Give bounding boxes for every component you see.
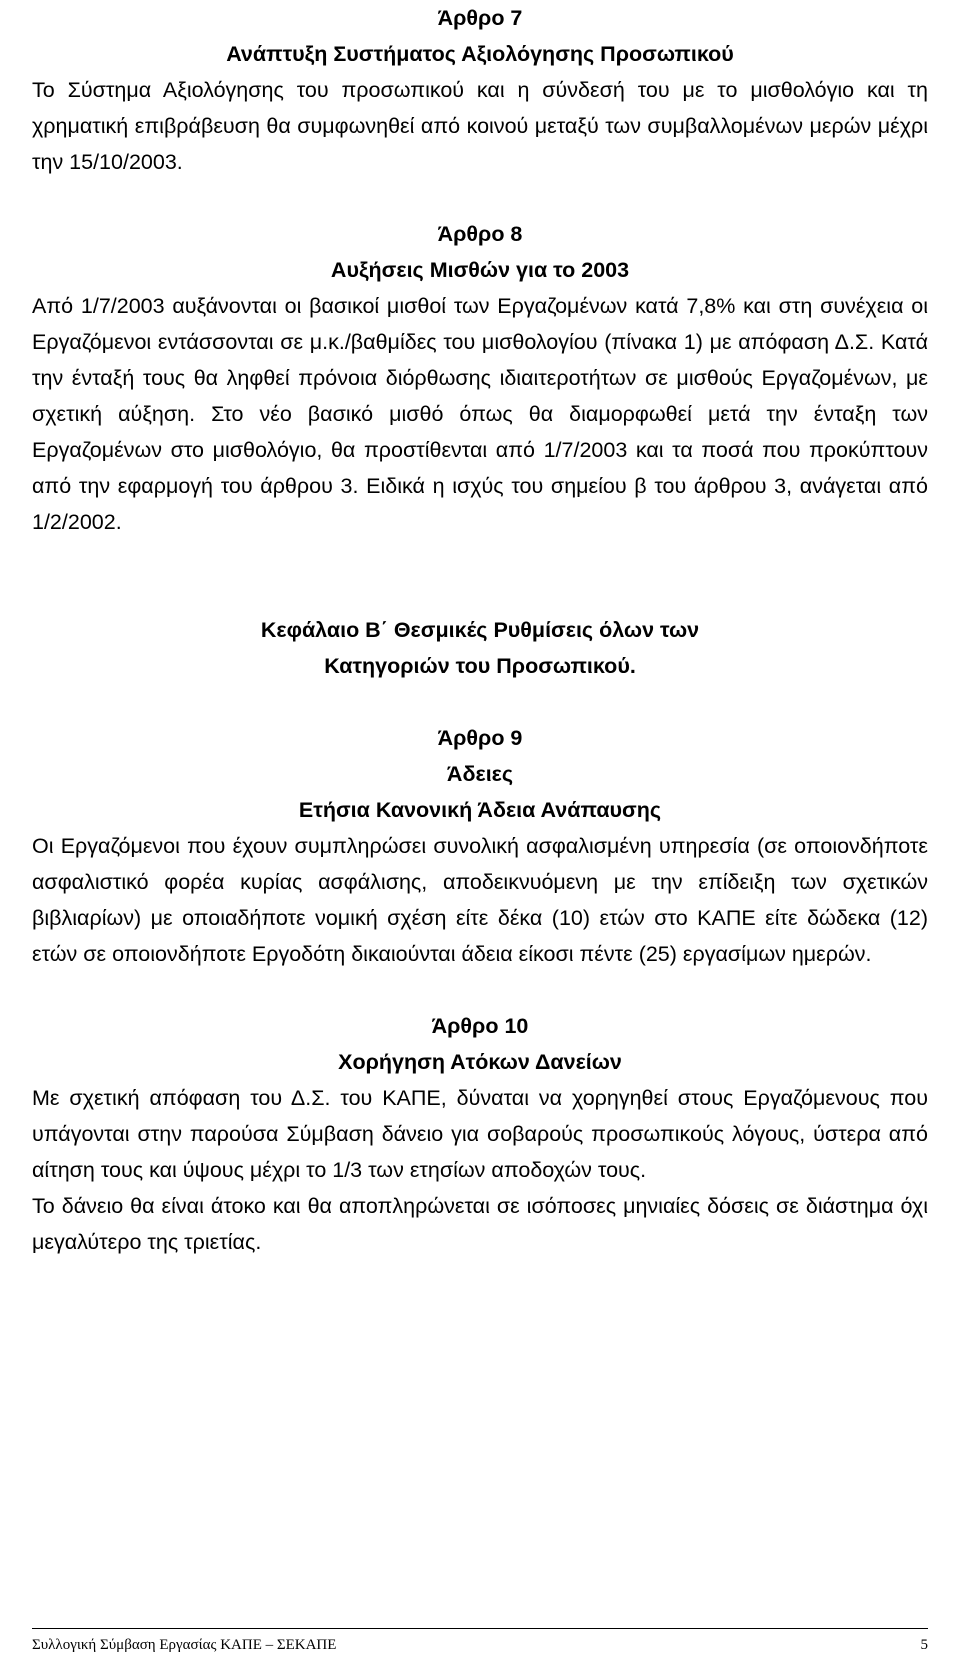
article-10-title: Χορήγηση Ατόκων Δανείων: [338, 1050, 622, 1074]
article-7-text: Το Σύστημα Αξιολόγησης του προσωπικού και η σύνδεσή του με το μισθολόγιο και τη χρηματική επιβράβευση θα συμφωνηθεί από κοινού μεταξύ των συμβαλλομένων μερών μέχρι την 15/10/2003.: [32, 78, 928, 174]
article-9-text: Οι Εργαζόμενοι που έχουν συμπληρώσει συνολική ασφαλισμένη υπηρεσία (σε οποιονδήποτε ασφαλιστικό φορέα κυρίας ασφάλισης, αποδεικνυόμενη με την επίδειξη των σχετικών βιβλιαρίων) με οποιαδήποτε νομική σχέση είτε δέκα (10) ετών στο ΚΑΠΕ είτε δώδεκα (12) ετών σε οποιονδήποτε Εργοδότη δικαιούνται άδεια είκοσι πέντε (25) εργασίμων ημερών.: [32, 834, 928, 966]
article-9-heading: Άρθρο 9: [437, 726, 523, 750]
spacer: [32, 972, 928, 1008]
document-page: [32, 0, 928, 1260]
article-10-text-1: Με σχετική απόφαση του Δ.Σ. του ΚΑΠΕ, δύναται να χορηγηθεί στους Εργαζόμενους που υπάγονται στην παρούσα Σύμβαση δάνειο για σοβαρούς προσωπικούς λόγους, ύστερα από αίτηση τους και ύψους μέχρι το 1/3 των ετησίων αποδοχών τους.: [32, 1086, 928, 1182]
footer-page-number: 5: [920, 1637, 928, 1653]
article-8-text: Από 1/7/2003 αυξάνονται οι βασικοί μισθοί των Εργαζομένων κατά 7,8% και στη συνέχεια οι Εργαζόμενοι εντάσσονται σε μ.κ./βαθμίδες του μισθολογίου (πίνακα 1) με απόφαση Δ.Σ. Κατά την ένταξή τους θα ληφθεί πρόνοια διόρθωσης ιδιαιτεροτήτων σε μισθούς Εργαζομένων, με σχετική αύξηση. Στο νέο βασικό μισθό όπως θα διαμορφωθεί μετά την ένταξη των Εργαζομένων στο μισθολόγιο, θα προστίθενται από 1/7/2003 και τα ποσά που προκύπτουν από την εφαρμογή του άρθρου 3. Ειδικά η ισχύς του σημείου β του άρθρου 3, ανάγεται από 1/2/2002.: [32, 294, 928, 534]
article-10-text-2: Το δάνειο θα είναι άτοκο και θα αποπληρώνεται σε ισόποσες μηνιαίες δόσεις σε διάστημα όχι μεγαλύτερο της τριετίας.: [32, 1194, 928, 1254]
spacer: [32, 684, 928, 720]
article-9-subtitle: Ετήσια Κανονική Άδεια Ανάπαυσης: [298, 798, 662, 822]
article-8-title: Αυξήσεις Μισθών για το 2003: [330, 258, 630, 282]
article-8-heading: Άρθρο 8: [437, 222, 523, 246]
spacer: [32, 180, 928, 216]
footer-document-title: Συλλογική Σύμβαση Εργασίας ΚΑΠΕ – ΣΕΚΑΠΕ: [32, 1637, 337, 1653]
article-7-heading: Άρθρο 7: [437, 6, 523, 30]
page-footer: [32, 1628, 928, 1655]
article-7-title: Ανάπτυξη Συστήματος Αξιολόγησης Προσωπικού: [226, 42, 734, 66]
chapter-title-line-1: Κεφάλαιο Β΄ Θεσμικές Ρυθμίσεις όλων των: [260, 618, 700, 642]
spacer: [32, 540, 928, 612]
article-9-title: Άδειες: [446, 762, 514, 786]
article-10-heading: Άρθρο 10: [431, 1014, 529, 1038]
chapter-title-line-2: Κατηγοριών του Προσωπικού.: [324, 654, 636, 678]
